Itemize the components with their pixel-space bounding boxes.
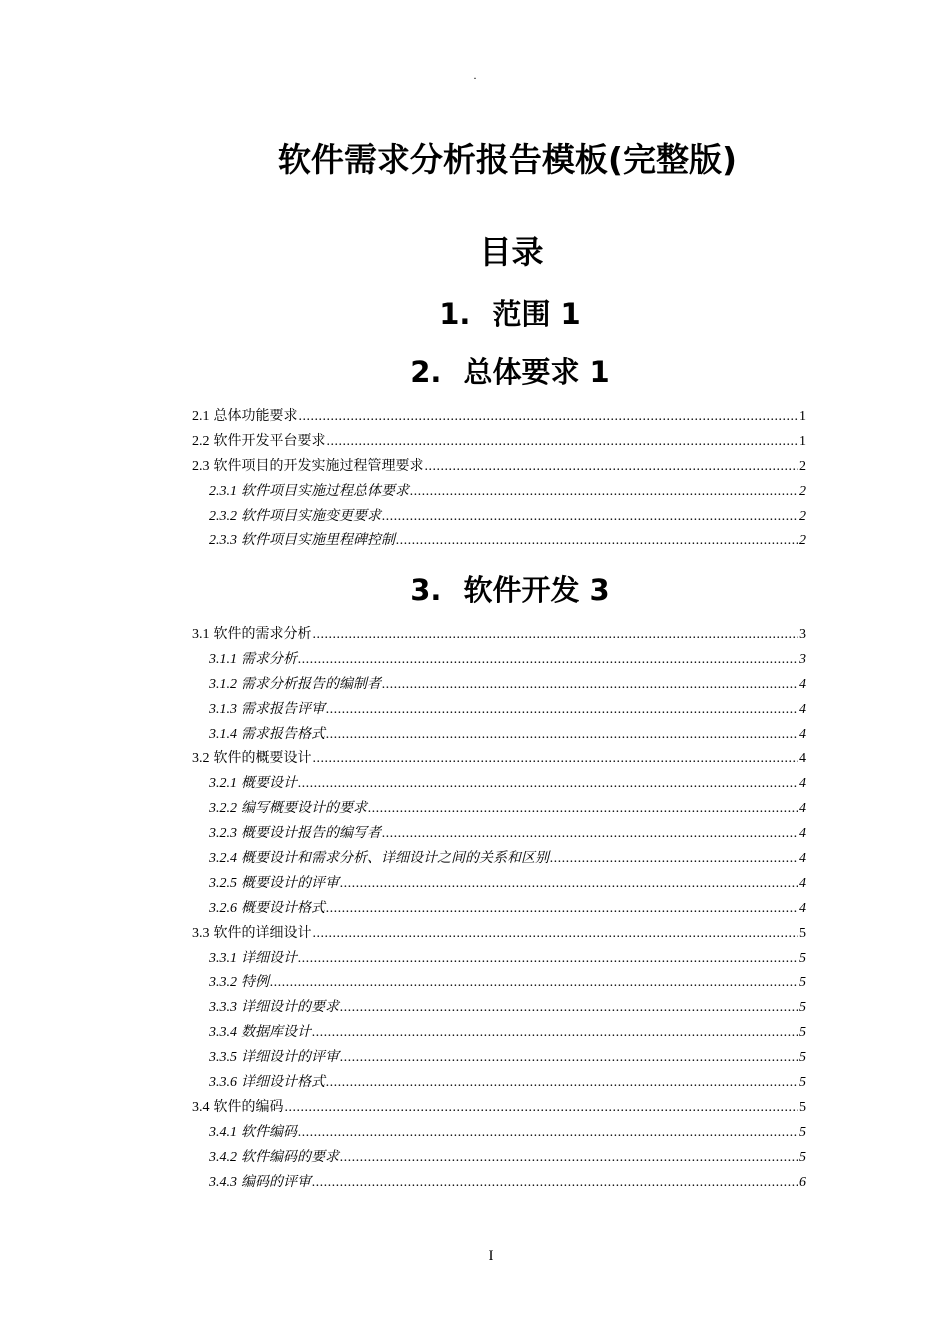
toc-entry-page: 5 bbox=[799, 1075, 806, 1091]
toc-entry-label bbox=[209, 674, 381, 696]
toc-entry-label bbox=[209, 1072, 325, 1094]
toc-entry-page: 3 bbox=[799, 651, 806, 667]
toc-entry-text: 软件的详细设计 bbox=[213, 925, 312, 941]
toc-entry[interactable] bbox=[192, 1047, 806, 1072]
toc-entry-text: 软件的需求分析 bbox=[213, 627, 312, 642]
toc-dot-leader bbox=[312, 1172, 798, 1194]
toc-entry-page: 2 bbox=[799, 533, 806, 549]
toc-entry-text: 详细设计格式 bbox=[241, 1075, 325, 1091]
toc-entry-label bbox=[209, 699, 325, 721]
toc-entry[interactable] bbox=[192, 649, 806, 674]
toc-entry-number: 3.4 bbox=[192, 1099, 210, 1115]
toc-dot-leader bbox=[396, 530, 798, 552]
toc-dot-leader bbox=[326, 699, 798, 721]
toc-entry-text: 需求分析 bbox=[241, 651, 297, 667]
toc-entry-label bbox=[209, 848, 549, 870]
toc-section-2-entries bbox=[192, 406, 806, 555]
toc-entry-number: 2.3.1 bbox=[209, 483, 237, 499]
toc-entry-label bbox=[209, 997, 339, 1019]
toc-section-1-heading[interactable] bbox=[0, 294, 950, 334]
toc-entry-number: 3.3 bbox=[192, 925, 210, 941]
toc-dot-leader bbox=[327, 431, 799, 453]
toc-entry-page: 1 bbox=[799, 433, 806, 449]
toc-entry-label bbox=[192, 923, 312, 945]
toc-entry-page: 4 bbox=[799, 701, 806, 717]
toc-entry-number: 3.2.4 bbox=[209, 851, 237, 867]
toc-dot-leader bbox=[298, 948, 798, 970]
toc-entry[interactable] bbox=[192, 948, 806, 973]
toc-entry-page: 5 bbox=[799, 1000, 806, 1016]
section-number: 2. bbox=[410, 355, 442, 389]
toc-entry-text: 软件项目实施过程总体要求 bbox=[241, 483, 409, 499]
toc-section-3-heading[interactable] bbox=[0, 570, 950, 610]
toc-entry-number: 2.1 bbox=[192, 409, 210, 424]
toc-entry[interactable] bbox=[192, 1022, 806, 1047]
toc-entry[interactable] bbox=[192, 506, 806, 531]
toc-entry-number: 2.2 bbox=[192, 433, 210, 449]
toc-entry-number: 3.2.3 bbox=[209, 826, 237, 842]
toc-entry-label bbox=[209, 773, 297, 795]
toc-entry-number: 3.3.5 bbox=[209, 1050, 237, 1066]
toc-dot-leader bbox=[312, 1022, 798, 1044]
section-number: 3. bbox=[410, 573, 442, 607]
toc-entry-page: 6 bbox=[799, 1174, 806, 1190]
toc-entry-label bbox=[209, 798, 367, 820]
toc-entry-page: 4 bbox=[799, 676, 806, 692]
toc-entry-page: 1 bbox=[799, 409, 806, 424]
toc-entry-label bbox=[192, 406, 298, 428]
toc-entry[interactable] bbox=[192, 1122, 806, 1147]
toc-entry-number: 3.1.4 bbox=[209, 726, 237, 742]
page-number: I bbox=[488, 1248, 494, 1264]
toc-entry-page: 4 bbox=[799, 776, 806, 792]
toc-dot-leader bbox=[298, 773, 798, 795]
toc-entry-page: 4 bbox=[799, 751, 806, 767]
toc-entry-label bbox=[209, 1022, 311, 1044]
toc-entry-number: 3.1.1 bbox=[209, 651, 237, 667]
toc-entry[interactable] bbox=[192, 624, 806, 649]
toc-entry-page: 2 bbox=[799, 483, 806, 499]
toc-entry-page: 5 bbox=[799, 1025, 806, 1041]
section-title: 总体要求 1 bbox=[463, 355, 610, 389]
toc-entry-label bbox=[209, 823, 381, 845]
toc-entry[interactable] bbox=[192, 1097, 806, 1122]
toc-entry-text: 需求分析报告的编制者 bbox=[241, 676, 381, 692]
toc-entry-label bbox=[209, 506, 381, 528]
toc-entry-text: 软件开发平台要求 bbox=[213, 433, 326, 449]
toc-entry-label bbox=[209, 898, 325, 920]
toc-entry[interactable] bbox=[192, 748, 806, 773]
toc-entry-page: 2 bbox=[799, 508, 806, 524]
toc-entry-number: 3.3.1 bbox=[209, 950, 237, 966]
toc-entry-text: 概要设计 bbox=[241, 776, 297, 792]
toc-entry-number: 3.1.3 bbox=[209, 701, 237, 717]
toc-entry-label bbox=[209, 530, 395, 552]
section-number: 1. bbox=[439, 297, 471, 331]
toc-entry-label bbox=[192, 748, 312, 770]
section-title: 范围 1 bbox=[492, 297, 581, 331]
toc-entry-number: 3.2.5 bbox=[209, 875, 237, 891]
toc-entry[interactable] bbox=[192, 674, 806, 699]
toc-dot-leader bbox=[326, 898, 798, 920]
toc-entry-label bbox=[209, 1047, 339, 1069]
toc-entry-label bbox=[192, 624, 312, 646]
toc-entry-label bbox=[209, 1147, 339, 1169]
toc-entry-text: 软件的概要设计 bbox=[213, 751, 312, 767]
toc-entry[interactable] bbox=[192, 431, 806, 456]
toc-entry-label bbox=[209, 724, 325, 746]
toc-entry-text: 软件编码 bbox=[241, 1124, 297, 1140]
toc-dot-leader bbox=[298, 649, 798, 671]
toc-entry-text: 编写概要设计的要求 bbox=[241, 801, 367, 817]
toc-entry-label bbox=[192, 1097, 284, 1119]
toc-entry-number: 3.3.6 bbox=[209, 1075, 237, 1091]
toc-dot-leader bbox=[270, 972, 798, 994]
toc-section-3-entries bbox=[192, 624, 806, 1196]
toc-entry[interactable] bbox=[192, 923, 806, 948]
toc-entry-number: 3.4.2 bbox=[209, 1149, 237, 1165]
toc-entry-page: 5 bbox=[799, 1050, 806, 1066]
toc-dot-leader bbox=[368, 798, 798, 820]
toc-entry-number: 2.3.2 bbox=[209, 508, 237, 524]
toc-entry[interactable] bbox=[192, 406, 806, 431]
toc-entry-number: 2.3 bbox=[192, 458, 210, 474]
toc-entry-text: 软件的编码 bbox=[213, 1099, 284, 1115]
toc-entry-label bbox=[209, 481, 409, 503]
toc-heading: 目录 bbox=[479, 233, 544, 271]
toc-dot-leader bbox=[313, 923, 799, 945]
toc-entry-page: 4 bbox=[799, 851, 806, 867]
toc-dot-leader bbox=[340, 997, 798, 1019]
toc-entry-text: 总体功能要求 bbox=[213, 409, 298, 424]
toc-entry-label bbox=[209, 1172, 311, 1194]
toc-section-2-heading[interactable] bbox=[0, 352, 950, 392]
toc-entry[interactable] bbox=[192, 972, 806, 997]
toc-entry-page: 5 bbox=[799, 950, 806, 966]
toc-entry-number: 3.2.2 bbox=[209, 801, 237, 817]
page-header-mark: . bbox=[473, 68, 477, 82]
toc-entry-text: 需求报告格式 bbox=[241, 726, 325, 742]
toc-entry[interactable] bbox=[192, 798, 806, 823]
toc-entry-text: 软件项目的开发实施过程管理要求 bbox=[213, 458, 424, 474]
toc-entry-text: 软件项目实施里程碑控制 bbox=[241, 533, 395, 549]
toc-dot-leader bbox=[299, 406, 799, 428]
toc-entry-number: 3.1.2 bbox=[209, 676, 237, 692]
toc-entry[interactable] bbox=[192, 773, 806, 798]
toc-entry-page: 4 bbox=[799, 826, 806, 842]
toc-dot-leader bbox=[382, 506, 798, 528]
toc-entry-number: 3.4.1 bbox=[209, 1124, 237, 1140]
toc-entry-text: 特例 bbox=[241, 975, 269, 991]
toc-entry[interactable] bbox=[192, 873, 806, 898]
toc-entry-number: 3.4.3 bbox=[209, 1174, 237, 1190]
toc-entry-label bbox=[192, 431, 326, 453]
toc-entry-page: 4 bbox=[799, 801, 806, 817]
toc-dot-leader bbox=[410, 481, 798, 503]
toc-dot-leader bbox=[340, 1147, 798, 1169]
toc-entry[interactable] bbox=[192, 823, 806, 848]
toc-dot-leader bbox=[340, 873, 798, 895]
toc-entry-page: 4 bbox=[799, 875, 806, 891]
toc-entry-number: 3.2 bbox=[192, 751, 210, 767]
toc-entry[interactable] bbox=[192, 997, 806, 1022]
toc-entry-text: 编码的评审 bbox=[241, 1174, 311, 1190]
toc-dot-leader bbox=[382, 674, 798, 696]
toc-entry-page: 5 bbox=[799, 1099, 806, 1115]
toc-entry[interactable] bbox=[192, 724, 806, 749]
toc-entry-label bbox=[192, 456, 424, 478]
toc-dot-leader bbox=[313, 624, 799, 646]
section-title: 软件开发 3 bbox=[463, 573, 610, 607]
toc-entry-label bbox=[209, 948, 297, 970]
toc-entry[interactable] bbox=[192, 848, 806, 873]
toc-entry-page: 4 bbox=[799, 900, 806, 916]
toc-entry-page: 5 bbox=[799, 1124, 806, 1140]
toc-dot-leader bbox=[326, 724, 798, 746]
toc-entry-text: 数据库设计 bbox=[241, 1025, 311, 1041]
toc-entry[interactable] bbox=[192, 456, 806, 481]
toc-dot-leader bbox=[550, 848, 798, 870]
toc-entry-number: 3.3.4 bbox=[209, 1025, 237, 1041]
toc-entry-page: 5 bbox=[799, 925, 806, 941]
toc-entry-text: 概要设计格式 bbox=[241, 900, 325, 916]
toc-entry-label bbox=[209, 649, 297, 671]
toc-entry-label bbox=[209, 972, 269, 994]
toc-entry[interactable] bbox=[192, 898, 806, 923]
toc-entry[interactable] bbox=[192, 1172, 806, 1197]
toc-dot-leader bbox=[326, 1072, 798, 1094]
toc-entry[interactable] bbox=[192, 1147, 806, 1172]
toc-entry[interactable] bbox=[192, 481, 806, 506]
toc-entry-number: 3.1 bbox=[192, 627, 210, 642]
toc-entry-page: 2 bbox=[799, 458, 806, 474]
toc-entry-number: 2.3.3 bbox=[209, 533, 237, 549]
toc-entry-number: 3.3.3 bbox=[209, 1000, 237, 1016]
toc-entry[interactable] bbox=[192, 1072, 806, 1097]
toc-entry-page: 5 bbox=[799, 1149, 806, 1165]
toc-dot-leader bbox=[425, 456, 799, 478]
toc-entry-text: 详细设计的评审 bbox=[241, 1050, 339, 1066]
toc-dot-leader bbox=[382, 823, 798, 845]
toc-dot-leader bbox=[313, 748, 799, 770]
toc-entry-text: 软件项目实施变更要求 bbox=[241, 508, 381, 524]
toc-entry-page: 4 bbox=[799, 726, 806, 742]
toc-entry-label bbox=[209, 1122, 297, 1144]
toc-entry-label bbox=[209, 873, 339, 895]
toc-entry-text: 软件编码的要求 bbox=[241, 1149, 339, 1165]
toc-entry-text: 需求报告评审 bbox=[241, 701, 325, 717]
toc-entry[interactable] bbox=[192, 530, 806, 555]
toc-entry-page: 5 bbox=[799, 975, 806, 991]
toc-entry-number: 3.3.2 bbox=[209, 975, 237, 991]
toc-entry-text: 详细设计 bbox=[241, 950, 297, 966]
toc-dot-leader bbox=[285, 1097, 799, 1119]
toc-entry-text: 概要设计的评审 bbox=[241, 875, 339, 891]
toc-entry-number: 3.2.6 bbox=[209, 900, 237, 916]
toc-dot-leader bbox=[340, 1047, 798, 1069]
toc-entry-number: 3.2.1 bbox=[209, 776, 237, 792]
toc-entry[interactable] bbox=[192, 699, 806, 724]
toc-entry-page: 3 bbox=[799, 627, 806, 642]
document-title: 软件需求分析报告模板(完整版) bbox=[277, 140, 738, 179]
toc-entry-text: 概要设计和需求分析、详细设计之间的关系和区别 bbox=[241, 851, 549, 867]
toc-entry-text: 概要设计报告的编写者 bbox=[241, 826, 381, 842]
toc-entry-text: 详细设计的要求 bbox=[241, 1000, 339, 1016]
toc-dot-leader bbox=[298, 1122, 798, 1144]
